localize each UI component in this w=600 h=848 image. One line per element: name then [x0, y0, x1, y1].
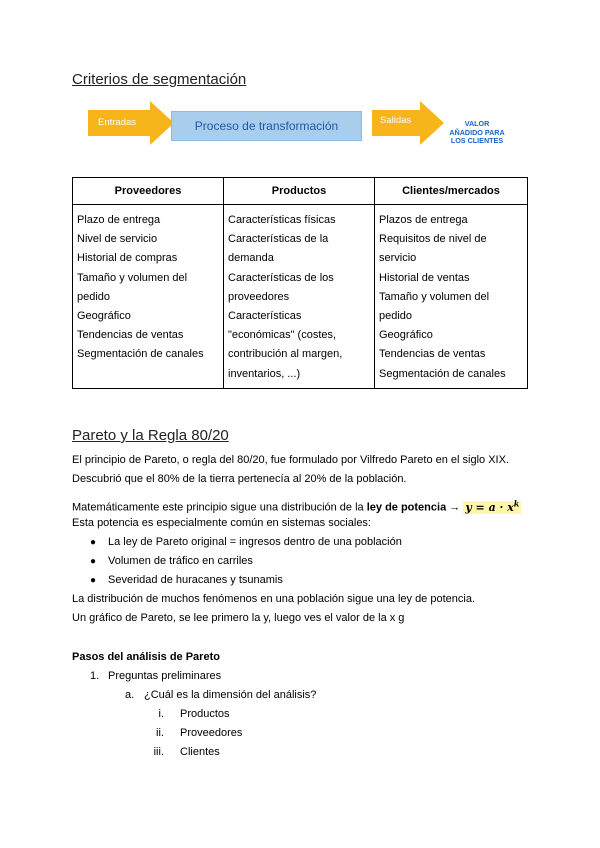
section-heading-segmentation: Criterios de segmentación: [72, 71, 247, 88]
cell-line: pedido: [379, 310, 413, 323]
cell-line: inventarios, ...): [228, 367, 301, 380]
list-marker: ii.: [156, 727, 164, 739]
list-marker: 1.: [90, 670, 100, 682]
process-box: [171, 111, 362, 141]
list-item: Volumen de tráfico en carriles: [108, 555, 253, 567]
cell-line: servicio: [379, 252, 417, 265]
cell-line: Tamaño y volumen del: [77, 271, 188, 284]
section-heading-pareto: Pareto y la Regla 80/20: [72, 427, 229, 444]
cell-line: Segmentación de canales: [379, 367, 506, 380]
outputs-label: Salidas: [380, 115, 412, 126]
products-cell: [224, 205, 375, 389]
value-label-line: LOS CLIENTES: [450, 136, 504, 145]
list-item: Clientes: [180, 746, 220, 758]
suppliers-cell: [73, 205, 224, 389]
cell-line: Características: [228, 310, 302, 323]
cell-line: Características de la: [228, 233, 329, 246]
arrow-symbol: →: [446, 501, 464, 514]
cell-line: Segmentación de canales: [77, 348, 204, 361]
bullet-marker: ●: [90, 556, 97, 567]
paragraph: Un gráfico de Pareto, se lee primero la y, luego ves el valor de la x g: [72, 612, 405, 624]
list-item: ¿Cuál es la dimensión del análisis?: [144, 689, 317, 701]
column-header-products: Productos: [224, 178, 375, 205]
formula-base: y = a · x: [465, 500, 514, 514]
cell-line: "económicas" (costes,: [228, 329, 337, 342]
power-law-formula: [463, 498, 521, 514]
cell-line: Requisitos de nivel de: [379, 233, 487, 246]
cell-line: Geográfico: [77, 310, 131, 323]
bullet-marker: ●: [90, 575, 97, 586]
table-row: [73, 205, 528, 389]
value-label-line: AÑADIDO PARA: [449, 127, 505, 137]
cell-line: Historial de ventas: [379, 271, 470, 284]
cell-line: Características físicas: [228, 214, 336, 226]
value-label: [444, 120, 510, 146]
cell-line: Tamaño y volumen del: [379, 290, 490, 303]
column-header-suppliers: Proveedores: [73, 178, 224, 205]
inputs-label: Entradas: [98, 117, 137, 128]
list-item: La ley de Pareto original = ingresos dentro de una población: [108, 536, 402, 548]
cell-line: Geográfico: [379, 329, 433, 342]
cell-line: demanda: [228, 252, 274, 265]
cell-line: Plazos de entrega: [379, 214, 468, 226]
cell-line: Nivel de servicio: [77, 233, 158, 246]
text-run: Matemáticamente este principio sigue una distribución de la: [72, 501, 367, 514]
list-marker: i.: [158, 708, 164, 720]
list-marker: a.: [125, 689, 135, 701]
paragraph: La distribución de muchos fenómenos en una población sigue una ley de potencia.: [72, 593, 475, 605]
bullet-marker: ●: [90, 537, 97, 548]
customers-cell: [375, 205, 528, 389]
steps-heading: Pasos del análisis de Pareto: [72, 651, 220, 663]
paragraph: El principio de Pareto, o regla del 80/20, fue formulado por Vilfredo Pareto en el siglo XIX.: [72, 454, 510, 466]
cell-line: Historial de compras: [77, 252, 178, 265]
cell-line: Características de los: [228, 271, 334, 284]
list-item: Productos: [180, 708, 230, 720]
cell-line: contribución al margen,: [228, 348, 343, 361]
cell-line: pedido: [77, 290, 111, 303]
column-header-customers: Clientes/mercados: [375, 178, 528, 205]
segmentation-criteria-table: [72, 177, 528, 389]
table-header-row: [73, 178, 528, 205]
paragraph: Esta potencia es especialmente común en sistemas sociales:: [72, 517, 371, 529]
paragraph: Descubrió que el 80% de la tierra pertenecía al 20% de la población.: [72, 473, 407, 485]
list-item: Preguntas preliminares: [108, 670, 222, 682]
list-item: Proveedores: [180, 727, 243, 739]
cell-line: Plazo de entrega: [77, 214, 161, 226]
value-label-line: VALOR: [464, 119, 490, 128]
cell-line: Tendencias de ventas: [77, 329, 184, 342]
formula-exponent: k: [513, 498, 520, 508]
power-law-term: ley de potencia: [366, 501, 447, 514]
cell-line: proveedores: [228, 290, 290, 303]
cell-line: Tendencias de ventas: [379, 348, 486, 361]
list-marker: iii.: [153, 746, 164, 758]
list-item: Severidad de huracanes y tsunamis: [108, 574, 283, 586]
process-label: Proceso de transformación: [194, 119, 339, 133]
